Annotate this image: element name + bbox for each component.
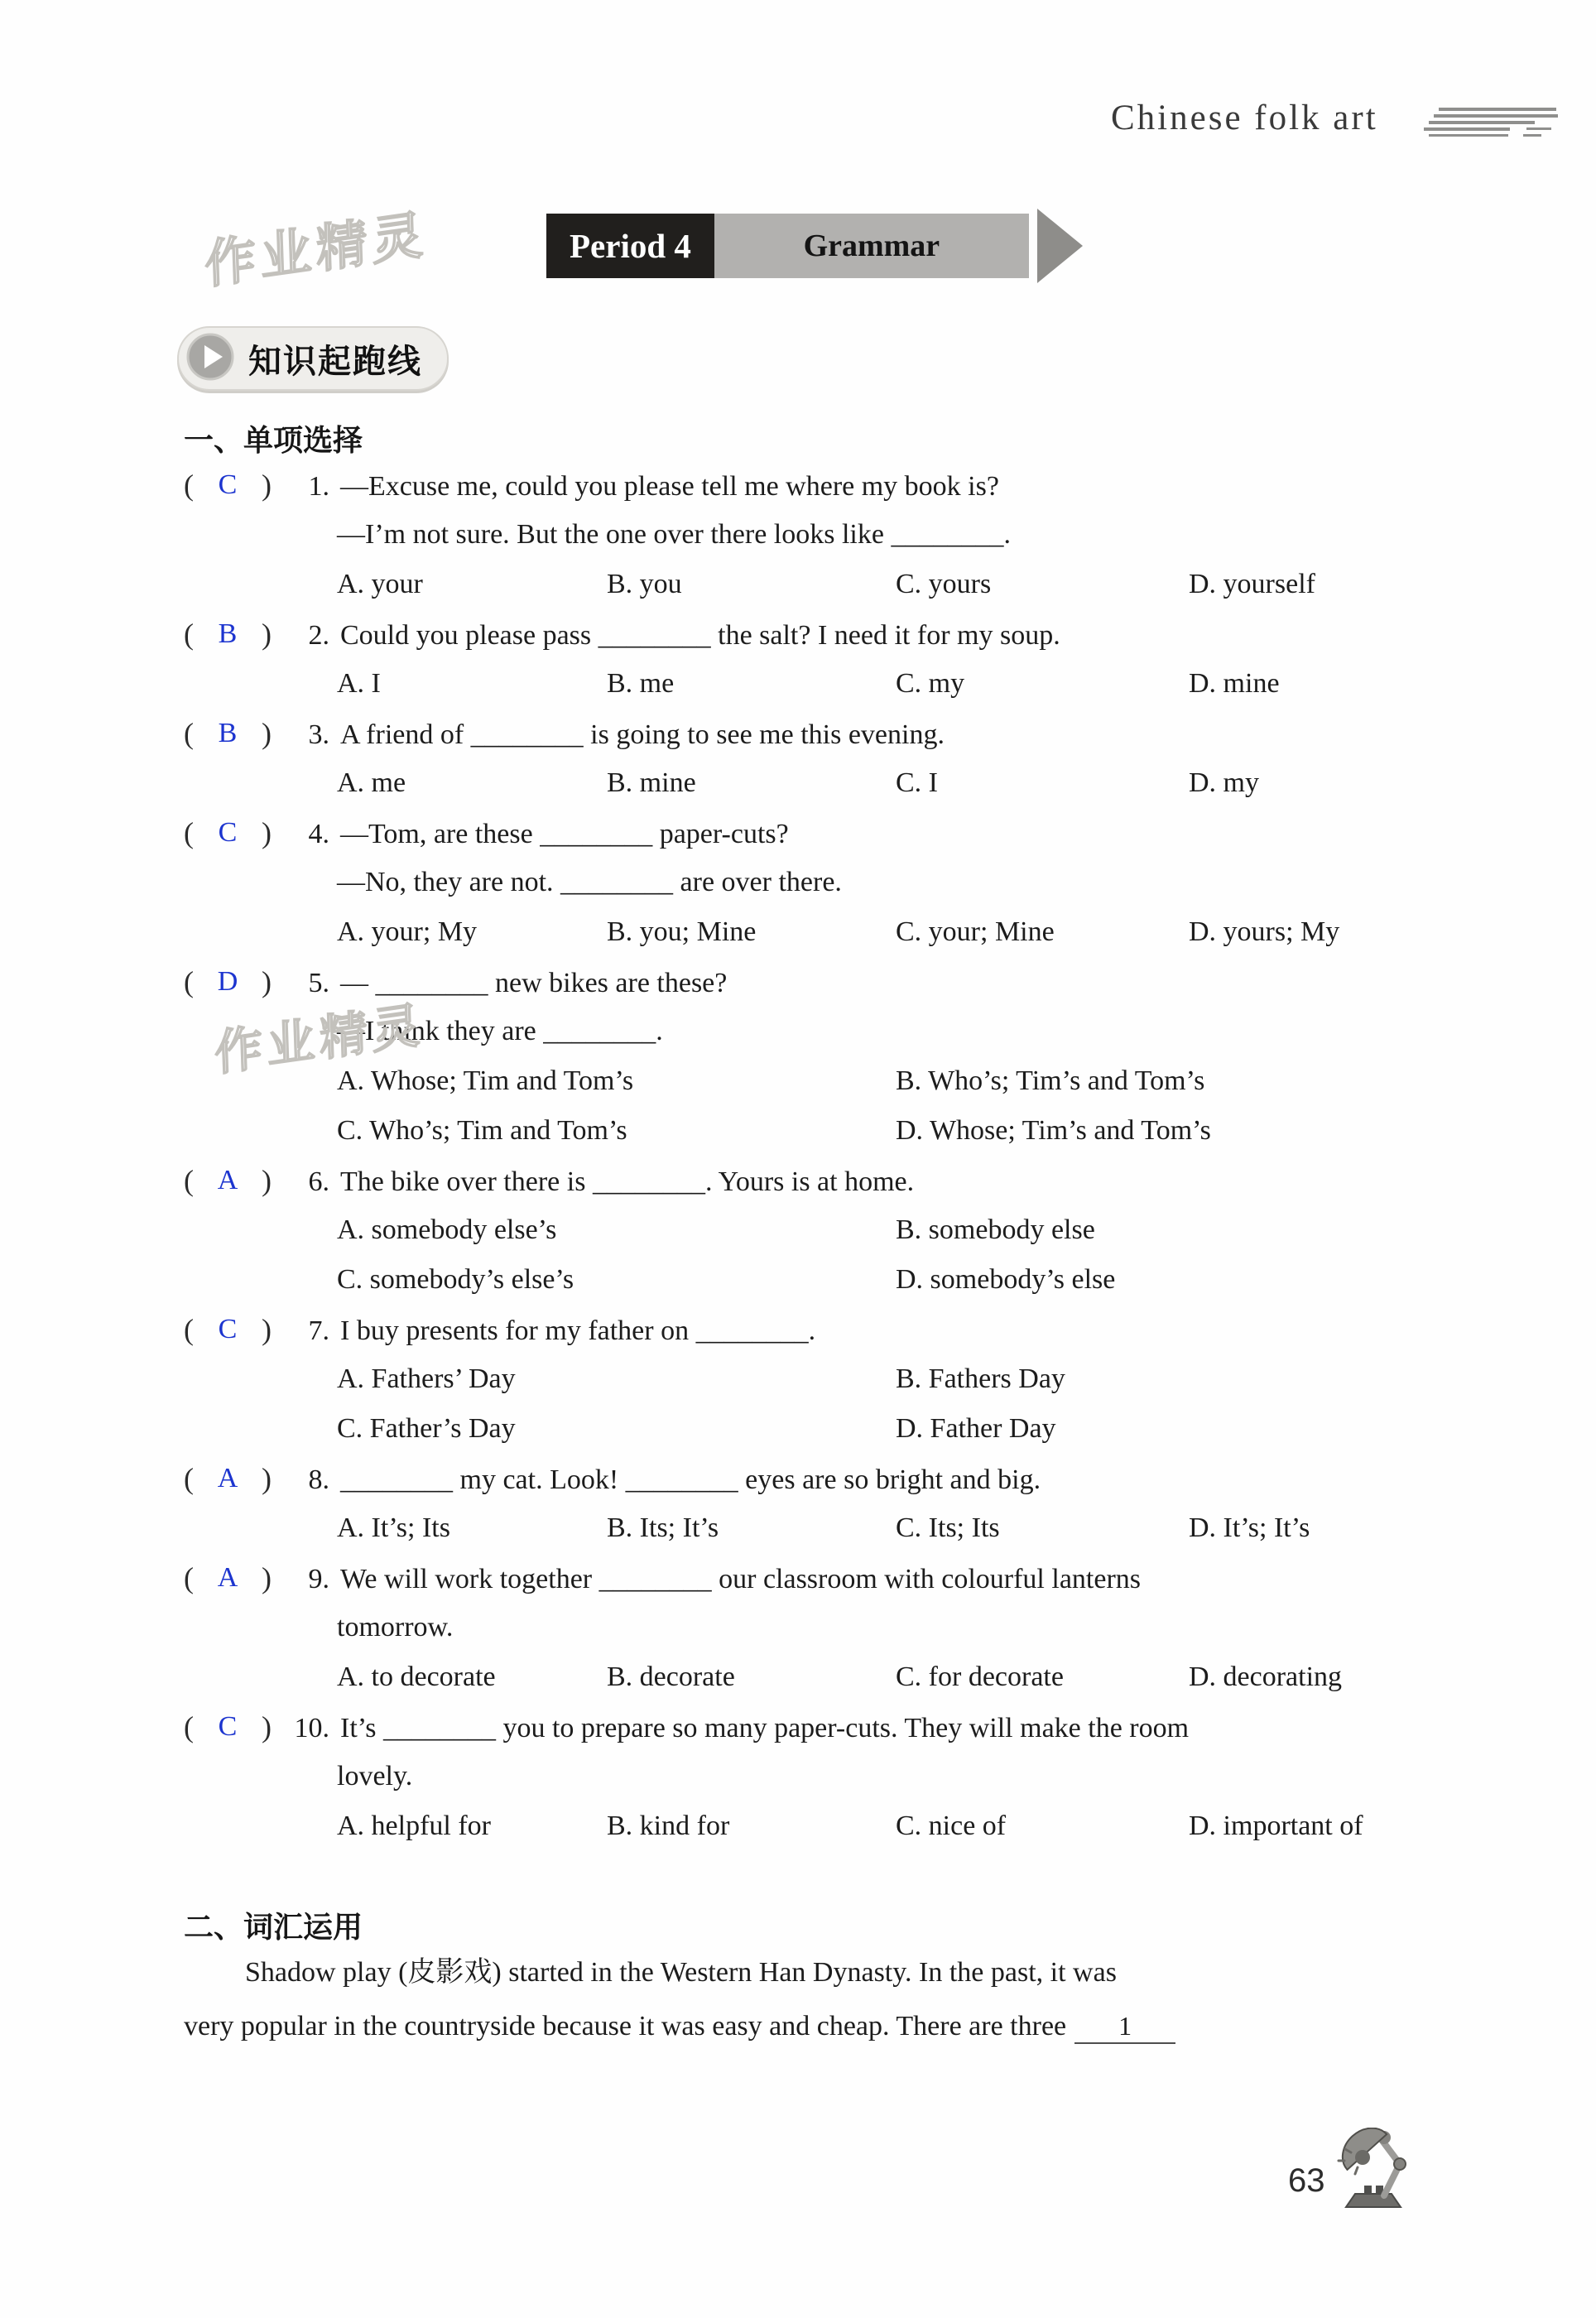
options-row (184, 1404, 1425, 1454)
answer-letter: B (218, 618, 238, 649)
options-row (184, 1652, 1425, 1702)
option-b: B. somebody else (896, 1214, 1095, 1245)
question-number: 8. (308, 1464, 329, 1495)
option-c: C. yours (896, 569, 992, 599)
question-number: 5. (308, 968, 329, 998)
bracket-close: ) (262, 1462, 272, 1495)
bracket-open: ( (184, 469, 194, 502)
question-text: A friend of ________ is going to see me this evening. (340, 719, 945, 750)
question-list (184, 460, 1425, 1851)
question-line (184, 1702, 1425, 1752)
question-text: tomorrow. (337, 1612, 454, 1642)
question-line (184, 1007, 1425, 1056)
question-line (184, 957, 1425, 1007)
bracket-open: ( (184, 1164, 194, 1197)
options-row (184, 560, 1425, 609)
period-label: Period 4 (546, 214, 714, 278)
question (184, 1553, 1425, 1702)
paragraph-line-text: very popular in the countryside because it was easy and cheap. There are three (184, 2011, 1067, 2041)
options-row (184, 1205, 1425, 1255)
options-row (184, 1106, 1425, 1156)
options-row (184, 1503, 1425, 1553)
question-number: 4. (308, 819, 329, 849)
options-row (184, 1801, 1425, 1851)
option-d: D. my (1189, 767, 1259, 798)
question (184, 808, 1425, 957)
option-c: C. nice of (896, 1811, 1007, 1841)
option-b: B. you (607, 569, 682, 599)
question-text: The bike over there is ________. Yours is at home. (340, 1166, 915, 1197)
option-c: C. my (896, 668, 965, 699)
options-row (184, 659, 1425, 709)
answer-letter: C (218, 469, 238, 500)
question (184, 709, 1425, 808)
question-line (184, 510, 1425, 560)
question-line (184, 609, 1425, 659)
question-text: —No, they are not. ________ are over there. (337, 867, 842, 897)
question-text: —Tom, are these ________ paper-cuts? (340, 819, 789, 849)
question-line (184, 1454, 1425, 1503)
option-a: A. somebody else’s (337, 1214, 557, 1245)
bracket-close: ) (262, 469, 272, 502)
option-d: D. It’s; It’s (1189, 1512, 1310, 1543)
option-c: C. your; Mine (896, 916, 1055, 947)
option-b: B. me (607, 668, 675, 699)
answer-bracket (184, 1305, 272, 1354)
play-icon (185, 332, 235, 386)
bracket-close: ) (262, 717, 272, 750)
option-c: C. Who’s; Tim and Tom’s (337, 1115, 627, 1146)
option-c: C. Its; Its (896, 1512, 1000, 1543)
arrow-right-icon (1037, 209, 1083, 283)
bracket-open: ( (184, 1561, 194, 1594)
answer-letter: C (218, 1711, 238, 1742)
question-text: Could you please pass ________ the salt? I need it for my soup. (340, 620, 1060, 651)
options-row (184, 907, 1425, 957)
bracket-open: ( (184, 1313, 194, 1346)
badge-label: 知识起跑线 (248, 343, 422, 380)
option-b: B. mine (607, 767, 696, 798)
vocabulary-paragraph (184, 1945, 1425, 2053)
bracket-close: ) (262, 618, 272, 651)
option-a: A. your; My (337, 916, 478, 947)
bracket-close: ) (262, 1561, 272, 1594)
section1-heading: 一、单项选择 (184, 423, 363, 457)
option-a: A. helpful for (337, 1811, 492, 1841)
question-text: ________ my cat. Look! ________ eyes are so bright and big. (340, 1464, 1041, 1495)
question (184, 957, 1425, 1156)
option-b: B. kind for (607, 1811, 730, 1841)
question (184, 1702, 1425, 1851)
answer-bracket (184, 709, 272, 758)
option-b: B. decorate (607, 1662, 735, 1692)
answer-bracket (184, 1454, 272, 1503)
question-text: It’s ________ you to prepare so many paper-cuts. They will make the room (340, 1713, 1190, 1743)
question-text: lovely. (337, 1761, 413, 1791)
question (184, 609, 1425, 709)
bracket-close: ) (262, 1710, 272, 1743)
options-row (184, 1354, 1425, 1404)
options-row (184, 1255, 1425, 1305)
option-a: A. to decorate (337, 1662, 496, 1692)
option-d: D. important of (1189, 1811, 1363, 1841)
answer-letter: C (218, 1314, 238, 1344)
paragraph-line (184, 1999, 1425, 2053)
question-line (184, 1156, 1425, 1205)
question-number: 7. (308, 1315, 329, 1346)
bracket-open: ( (184, 816, 194, 849)
option-d: D. Father Day (896, 1413, 1056, 1444)
question-number: 3. (308, 719, 329, 750)
question-line (184, 460, 1425, 510)
question (184, 1156, 1425, 1305)
bracket-close: ) (262, 1164, 272, 1197)
option-a: A. It’s; Its (337, 1512, 450, 1543)
question-line (184, 1603, 1425, 1652)
question-line (184, 1553, 1425, 1603)
answer-bracket (184, 609, 272, 659)
question-text: I buy presents for my father on ________. (340, 1315, 816, 1346)
option-c: C. somebody’s else’s (337, 1264, 574, 1295)
paragraph-line: Shadow play (皮影戏) started in the Western Han Dynasty. In the past, it was (245, 1957, 1117, 1988)
question-number: 10. (294, 1713, 329, 1743)
topic-label: Grammar (714, 214, 1029, 278)
option-b: B. you; Mine (607, 916, 757, 947)
watermark: 作业精灵 (204, 205, 430, 296)
numbered-blank: 1 (1074, 2009, 1175, 2044)
option-c: C. I (896, 767, 938, 798)
options-row (184, 1056, 1425, 1106)
option-b: B. Who’s; Tim’s and Tom’s (896, 1065, 1205, 1096)
answer-letter: A (217, 1165, 238, 1195)
option-d: D. yourself (1189, 569, 1315, 599)
answer-letter: D (217, 966, 238, 997)
question-text: — ________ new bikes are these? (340, 968, 728, 998)
page-number: 63 (1288, 2162, 1325, 2199)
option-b: B. Its; It’s (607, 1512, 719, 1543)
page-title: Chinese folk art (1111, 99, 1378, 137)
bracket-close: ) (262, 816, 272, 849)
option-d: D. somebody’s else (896, 1264, 1116, 1295)
question (184, 1305, 1425, 1454)
question-line (184, 709, 1425, 758)
question-number: 1. (308, 471, 329, 502)
bracket-close: ) (262, 965, 272, 998)
option-a: A. me (337, 767, 406, 798)
option-b: B. Fathers Day (896, 1363, 1065, 1394)
answer-letter: B (218, 718, 238, 748)
question-text: —I think they are ________. (337, 1016, 663, 1046)
answer-bracket (184, 1156, 272, 1205)
answer-bracket (184, 957, 272, 1007)
options-row (184, 758, 1425, 808)
question (184, 1454, 1425, 1553)
desk-lamp-icon (1333, 2128, 1416, 2219)
question-line (184, 808, 1425, 858)
option-a: A. Fathers’ Day (337, 1363, 516, 1394)
answer-letter: A (217, 1562, 238, 1593)
bracket-open: ( (184, 717, 194, 750)
answer-letter: A (217, 1463, 238, 1493)
option-c: C. Father’s Day (337, 1413, 516, 1444)
option-a: A. your (337, 569, 423, 599)
period-banner (546, 214, 1083, 278)
bracket-open: ( (184, 618, 194, 651)
bracket-open: ( (184, 965, 194, 998)
question-text: We will work together ________ our classroom with colourful lanterns (340, 1564, 1142, 1594)
question-number: 2. (308, 620, 329, 651)
option-d: D. decorating (1189, 1662, 1343, 1692)
question (184, 460, 1425, 609)
speed-lines-icon (1417, 106, 1562, 151)
question-line (184, 1305, 1425, 1354)
answer-bracket (184, 808, 272, 858)
answer-bracket (184, 1553, 272, 1603)
question-text: —I’m not sure. But the one over there looks like ________. (337, 519, 1011, 550)
answer-bracket (184, 460, 272, 510)
option-a: A. I (337, 668, 381, 699)
question-number: 9. (308, 1564, 329, 1594)
bracket-open: ( (184, 1710, 194, 1743)
answer-letter: C (218, 817, 238, 848)
question-line (184, 1752, 1425, 1801)
option-c: C. for decorate (896, 1662, 1064, 1692)
option-d: D. yours; My (1189, 916, 1340, 947)
option-d: D. mine (1189, 668, 1280, 699)
question-number: 6. (308, 1166, 329, 1197)
watermark: 作业精灵 (214, 998, 426, 1082)
question-line (184, 858, 1425, 907)
knowledge-badge (177, 326, 449, 391)
bracket-open: ( (184, 1462, 194, 1495)
section2-heading: 二、词汇运用 (184, 1910, 363, 1944)
question-text: —Excuse me, could you please tell me where my book is? (340, 471, 999, 502)
option-d: D. Whose; Tim’s and Tom’s (896, 1115, 1211, 1146)
option-a: A. Whose; Tim and Tom’s (337, 1065, 634, 1096)
answer-bracket (184, 1702, 272, 1752)
bracket-close: ) (262, 1313, 272, 1346)
